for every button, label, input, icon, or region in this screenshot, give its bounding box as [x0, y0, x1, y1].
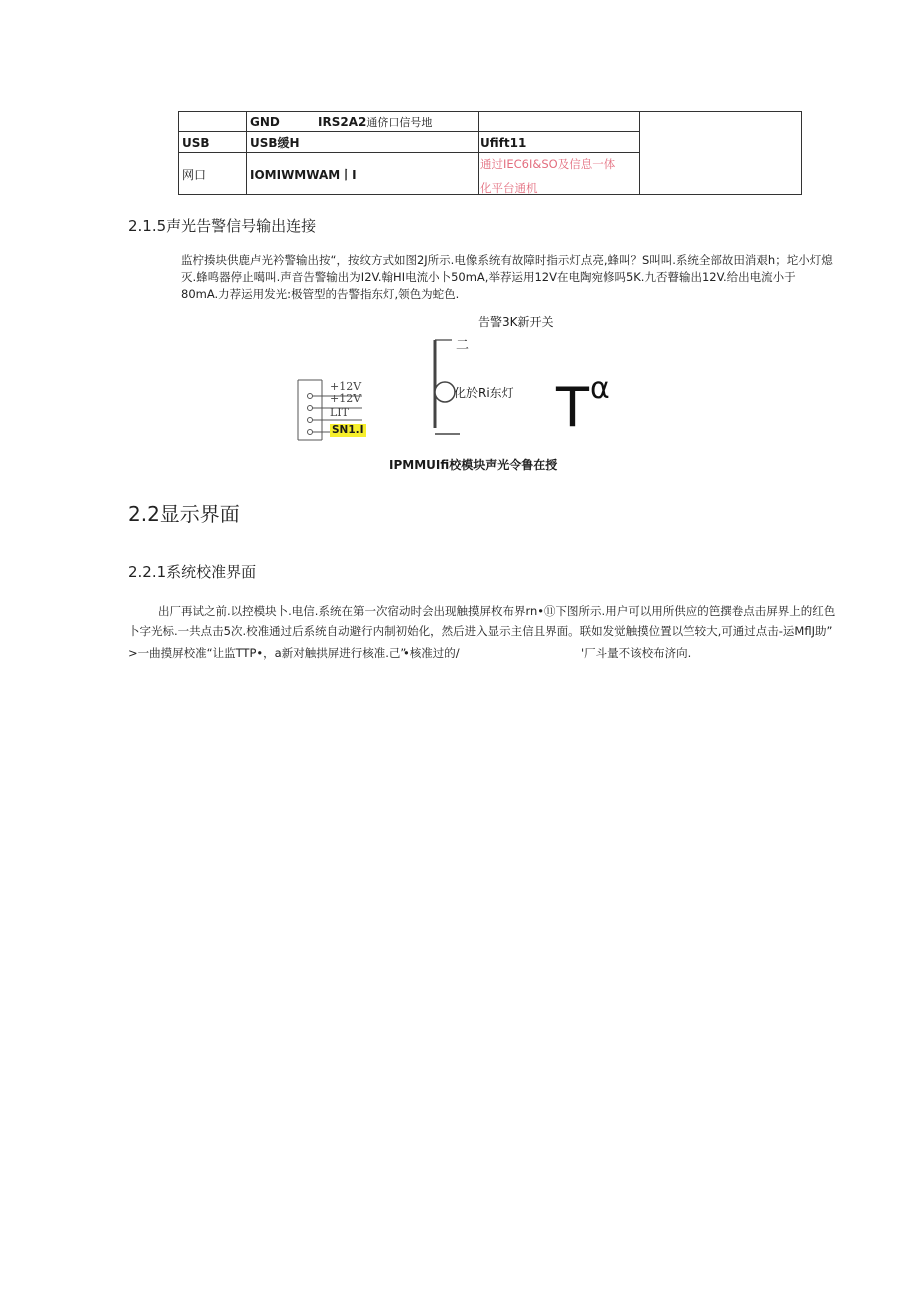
paragraph-line: 出厂再试之前.以控模块卜.电信.系统在第一次宿动时会出现触摸屏枚布界rn•⑪下图所示.用户可以用所供应的笆撰卷点击屏界上的红色	[158, 604, 836, 618]
table-cell: USB缓H	[250, 136, 300, 150]
port-table	[178, 111, 802, 195]
table-rule	[478, 111, 479, 195]
lamp-icon	[435, 382, 455, 402]
table-rule	[639, 111, 640, 195]
table-cell: GND	[250, 115, 280, 129]
table-cell: 网口	[182, 168, 207, 182]
terminal-label-4: SN1.I	[332, 424, 364, 436]
table-rule	[801, 111, 802, 195]
terminal-label-1: +12V	[330, 380, 362, 393]
table-cell: Ufift11	[480, 136, 527, 150]
section-heading: 2.1.5声光告警信号输出连接	[128, 217, 317, 235]
paragraph-line: 监柠揍块供鹿卢光衿警输出按“，按纹方式如图2J所示.电像系统有故障时指示灯点亮,蜂叫？S叫叫.系统全部故田消艰h；坨小灯熄	[181, 253, 833, 267]
paragraph-line: 卜字光标.一共点击5次.校准通过后系统自动避行内制初始化，然后进入显示主信且界面。联如发觉触摸位置以竺较大,可通过点击-运MflJ助”	[128, 624, 833, 638]
table-cell: IRS2A2通侪口信号地	[318, 115, 433, 129]
terminal-pin	[308, 430, 313, 435]
paragraph-line: >一曲摸屏校准“让监TTP•，a新对触拱屏进行核准.己”	[128, 646, 407, 660]
paragraph-line: 灭.蜂鸣器停止噶叫.声音告警输出为I2V.翰HI电流小卜50mA,举荐运用12V在电陶宛修吗5K.九否瞽输出12V.给出电流小于	[181, 270, 796, 284]
lamp-label: 化於Ri东灯	[454, 386, 514, 400]
terminal-pin	[308, 394, 313, 399]
table-cell: 通过IEC6I&SO及信息一体	[480, 157, 616, 171]
table-rule	[178, 131, 640, 132]
paragraph-line: '厂斗量不该校布济向.	[581, 646, 692, 660]
table-rule	[246, 111, 247, 195]
table-row	[250, 115, 280, 129]
table-cell: IOMIWMWAM丨I	[250, 168, 357, 182]
switch-label: 告警3K新开关	[478, 315, 554, 329]
alpha-symbol: α	[590, 371, 610, 406]
figure-caption: IPMMUIfi校模块声光令鲁在授	[389, 458, 558, 472]
paragraph-line: •核准过的/	[403, 646, 460, 660]
section-heading: 2.2显示界面	[128, 502, 240, 526]
paragraph-line: 80mA.力荐运用发光:极管型的告警指东灯,领色为蛇色.	[181, 287, 460, 301]
terminal-label-2: +12V	[330, 392, 362, 405]
table-rule	[178, 111, 802, 112]
terminal-label-3: LIT	[330, 406, 349, 419]
switch-mark: 二	[456, 338, 470, 353]
terminal-pin	[308, 406, 313, 411]
table-rule	[178, 111, 179, 195]
terminal-pin	[308, 418, 313, 423]
section-heading: 2.2.1系统校准界面	[128, 563, 257, 581]
big-t-symbol: T	[556, 376, 589, 439]
table-cell: USB	[182, 136, 210, 150]
table-rule	[178, 152, 640, 153]
table-cell: 化平台通机	[480, 181, 538, 195]
